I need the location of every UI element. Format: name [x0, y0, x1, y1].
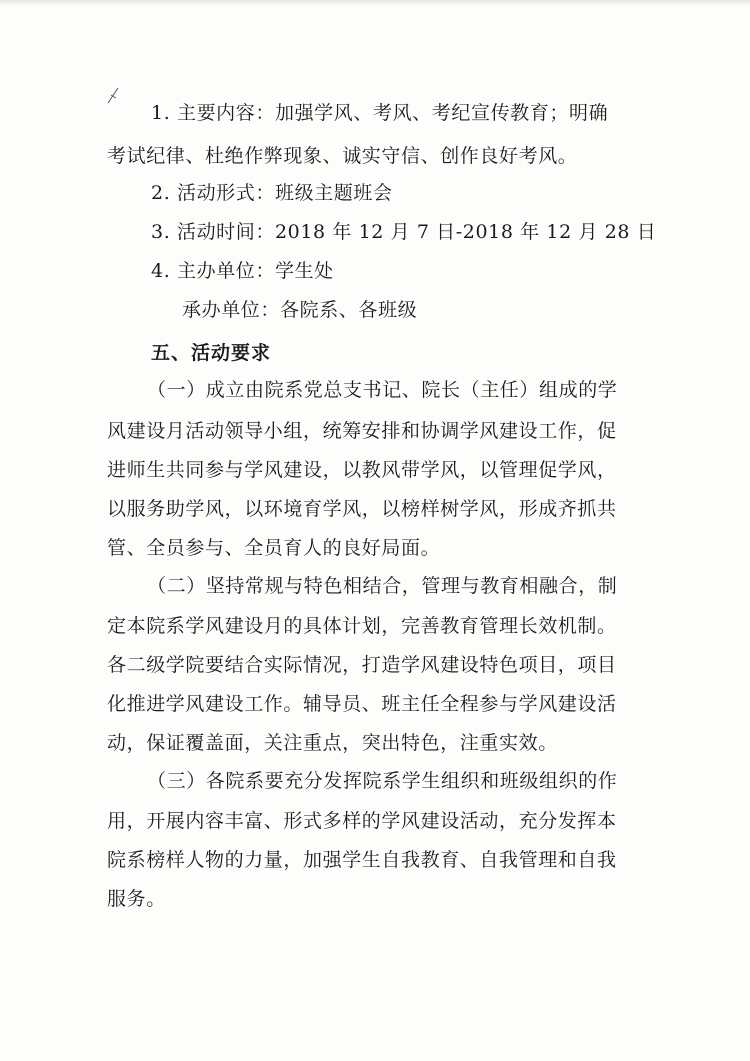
para-3-line-2: 用，开展内容丰富、形式多样的学风建设活动，充分发挥本	[107, 810, 617, 832]
para-1-line-4: 以服务助学风，以环境育学风，以榜样树学风，形成齐抓共	[107, 498, 617, 520]
item-1-line-1: 1. 主要内容：加强学风、考风、考纪宣传教育；明确	[151, 102, 609, 124]
para-1-line-1: （一）成立由院系党总支书记、院长（主任）组成的学	[147, 379, 618, 401]
item-4: 4. 主办单位：学生处	[151, 260, 334, 282]
section-heading-5: 五、活动要求	[151, 342, 272, 364]
item-4-co-organizer: 承办单位：各院系、各班级	[182, 299, 418, 321]
para-2-line-4: 化推进学风建设工作。辅导员、班主任全程参与学风建设活	[107, 693, 617, 715]
para-2-line-1: （二）坚持常规与特色相结合，管理与教育相融合，制	[147, 575, 618, 597]
para-3-line-1: （三）各院系要充分发挥院系学生组织和班级组织的作	[147, 770, 618, 792]
item-2: 2. 活动形式：班级主题班会	[151, 182, 393, 204]
item-3: 3. 活动时间：2018 年 12 月 7 日-2018 年 12 月 28 日	[151, 221, 657, 243]
item-1-line-2: 考试纪律、杜绝作弊现象、诚实守信、创作良好考风。	[107, 145, 578, 167]
para-2-line-5: 动，保证覆盖面，关注重点，突出特色，注重实效。	[107, 732, 558, 754]
para-1-line-5: 管、全员参与、全员育人的良好局面。	[107, 537, 441, 559]
para-2-line-2: 定本院系学风建设月的具体计划，完善教育管理长效机制。	[107, 615, 617, 637]
pen-mark	[106, 86, 120, 104]
para-1-line-2: 风建设月活动领导小组，统筹安排和协调学风建设工作，促	[107, 420, 617, 442]
scan-edge	[0, 0, 750, 6]
para-3-line-4: 服务。	[107, 888, 166, 910]
para-3-line-3: 院系榜样人物的力量，加强学生自我教育、自我管理和自我	[107, 849, 617, 871]
para-2-line-3: 各二级学院要结合实际情况，打造学风建设特色项目，项目	[107, 654, 617, 676]
para-1-line-3: 进师生共同参与学风建设，以教风带学风，以管理促学风，	[107, 459, 617, 481]
